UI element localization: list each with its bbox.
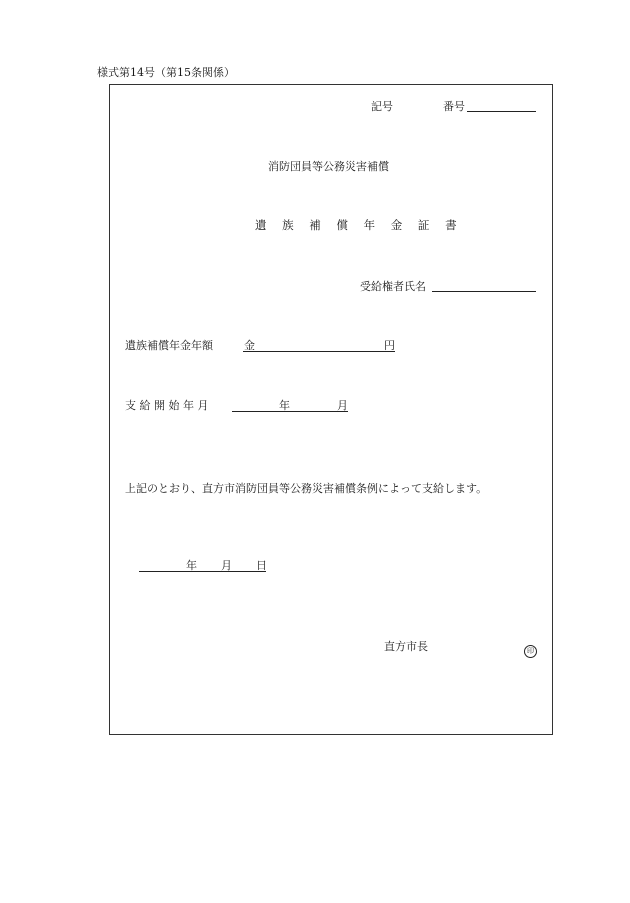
start-year: 年 (279, 399, 290, 412)
statement-text: 上記のとおり、直方市消防団員等公務災害補償条例によって支給します。 (125, 482, 488, 495)
date-field-line (139, 559, 266, 572)
recipient-field-line (432, 280, 536, 292)
kigou-label: 記号 (371, 100, 393, 113)
start-month: 月 (337, 399, 348, 412)
recipient-label: 受給権者氏名 (360, 280, 426, 293)
amount-label: 遺族補償年金年額 (125, 339, 213, 352)
date-month: 月 (221, 559, 232, 572)
start-label: 支 給 開 始 年 月 (125, 399, 209, 412)
date-day: 日 (256, 559, 267, 572)
bangou-field-line (467, 100, 536, 112)
seal-icon: 印 (524, 645, 537, 658)
title-sub: 遺 族 補 償 年 金 証 書 (255, 218, 463, 232)
start-field-line (232, 399, 348, 412)
title-main: 消防団員等公務災害補償 (268, 160, 389, 173)
seal-mark (524, 640, 537, 658)
form-number-label: 様式第14号（第15条関係） (97, 66, 235, 79)
amount-prefix: 金 (244, 339, 255, 352)
amount-field-line (243, 339, 395, 352)
bangou-label: 番号 (443, 100, 465, 113)
signatory: 直方市長 (384, 640, 428, 653)
date-year: 年 (186, 559, 197, 572)
amount-suffix: 円 (384, 339, 395, 352)
